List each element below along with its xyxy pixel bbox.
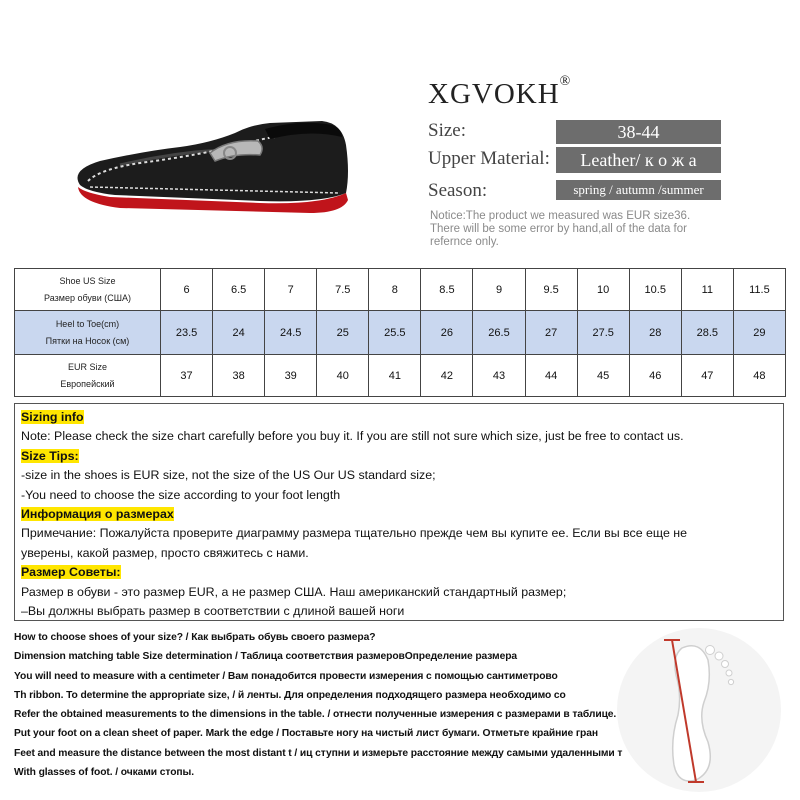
ru-tips-heading: Размер Советы: — [21, 565, 121, 580]
table-cell: 27.5 — [577, 311, 629, 355]
instruction-line: Dimension matching table Size determination / Таблица соответствия размеровОпределение размера — [14, 651, 518, 663]
table-cell: 29 — [733, 311, 785, 355]
spec-season-label: Season: — [428, 180, 488, 201]
table-cell: 28.5 — [681, 311, 733, 355]
how-to-choose-instructions — [14, 628, 623, 782]
table-cell: 9 — [473, 269, 525, 311]
table-cell: 24 — [213, 311, 265, 355]
size-tip: -You need to choose the size according to your foot length — [21, 487, 341, 502]
table-cell: 8.5 — [421, 269, 473, 311]
shoe-image — [60, 95, 360, 245]
instruction-line: How to choose shoes of your size? / Как выбрать обувь своего размера? — [14, 632, 376, 643]
table-cell: 25 — [317, 311, 369, 355]
table-cell: 47 — [681, 355, 733, 397]
table-cell: 7.5 — [317, 269, 369, 311]
size-chart-table — [14, 268, 786, 397]
table-cell: 37 — [161, 355, 213, 397]
table-cell: 44 — [525, 355, 577, 397]
spec-size-value: 38-44 — [556, 120, 721, 144]
table-cell: 10.5 — [629, 269, 681, 311]
table-row-us-size — [15, 269, 786, 311]
row-header: Heel to Toe(cm) Пятки на Носок (см) — [15, 311, 161, 355]
table-cell: 46 — [629, 355, 681, 397]
table-cell: 9.5 — [525, 269, 577, 311]
table-cell: 24.5 — [265, 311, 317, 355]
row-header: EUR Size Европейский — [15, 355, 161, 397]
table-cell: 11.5 — [733, 269, 785, 311]
ru-tip: Размер в обуви - это размер EUR, а не размер США. Наш американский стандартный размер; — [21, 584, 567, 599]
size-tips-heading: Size Tips: — [21, 448, 79, 463]
table-cell: 40 — [317, 355, 369, 397]
ru-note: Примечание: Пожалуйста проверите диаграмму размера тщательно прежде чем вы купите ее. Если вы все еще не — [21, 526, 688, 541]
sizing-note: Note: Please check the size chart carefully before you buy it. If you are still not sure which size, just be free to contact us. — [21, 429, 684, 444]
size-tip: -size in the shoes is EUR size, not the size of the US Our US standard size; — [21, 468, 436, 483]
ru-info-heading: Информация о размерах — [21, 507, 174, 522]
table-cell: 45 — [577, 355, 629, 397]
ru-note: уверены, какой размер, просто свяжитесь с нами. — [21, 545, 309, 560]
table-cell: 48 — [733, 355, 785, 397]
table-cell: 42 — [421, 355, 473, 397]
table-cell: 38 — [213, 355, 265, 397]
table-cell: 11 — [681, 269, 733, 311]
instruction-line: Refer the obtained measurements to the dimensions in the table. / отнести полученные измерения с размерами в таблице. — [14, 709, 617, 721]
table-row-eur-size — [15, 355, 786, 397]
table-cell: 7 — [265, 269, 317, 311]
instruction-line: Feet and measure the distance between the most distant t / иц ступни и измерьте расстояние между самыми удаленными т — [14, 747, 623, 759]
ru-tip: –Вы должны выбрать размер в соответствии с длиной вашей ноги — [21, 604, 405, 619]
table-cell: 26 — [421, 311, 473, 355]
table-cell: 23.5 — [161, 311, 213, 355]
table-cell: 39 — [265, 355, 317, 397]
table-cell: 43 — [473, 355, 525, 397]
table-row-heel-to-toe — [15, 311, 786, 355]
table-cell: 25.5 — [369, 311, 421, 355]
table-cell: 6.5 — [213, 269, 265, 311]
sizing-info-heading: Sizing info — [21, 410, 84, 424]
spec-material-label: Upper Material: — [428, 148, 550, 169]
brand-logo: XGVOKH® — [428, 74, 572, 110]
spec-material-value: Leather/ к о ж а — [556, 147, 721, 173]
instruction-line: With glasses of foot. / очками стопы. — [14, 767, 194, 779]
sizing-info-box — [14, 403, 784, 621]
instruction-line: You will need to measure with a centimeter / Вам понадобится провести измерения с помощью сантиметрово — [14, 670, 558, 682]
row-header: Shoe US Size Размер обуви (США) — [15, 269, 161, 311]
table-cell: 6 — [161, 269, 213, 311]
spec-season-value: spring / autumn /summer — [556, 180, 721, 200]
spec-size-label: Size: — [428, 120, 466, 141]
instruction-line: Th ribbon. To determine the appropriate size, / й ленты. Для определения подходящего размера необходимо со — [14, 689, 566, 701]
foot-measurement-icon — [612, 620, 787, 795]
table-cell: 8 — [369, 269, 421, 311]
table-cell: 41 — [369, 355, 421, 397]
table-cell: 10 — [577, 269, 629, 311]
table-cell: 26.5 — [473, 311, 525, 355]
table-cell: 27 — [525, 311, 577, 355]
instruction-line: Put your foot on a clean sheet of paper. Mark the edge / Поставьте ногу на чистый лист бумаги. Отметьте крайние гран — [14, 728, 598, 740]
table-cell: 28 — [629, 311, 681, 355]
measurement-notice: Notice:The product we measured was EUR size36. There will be some error by hand,all of the data for refernce only. — [430, 210, 691, 248]
